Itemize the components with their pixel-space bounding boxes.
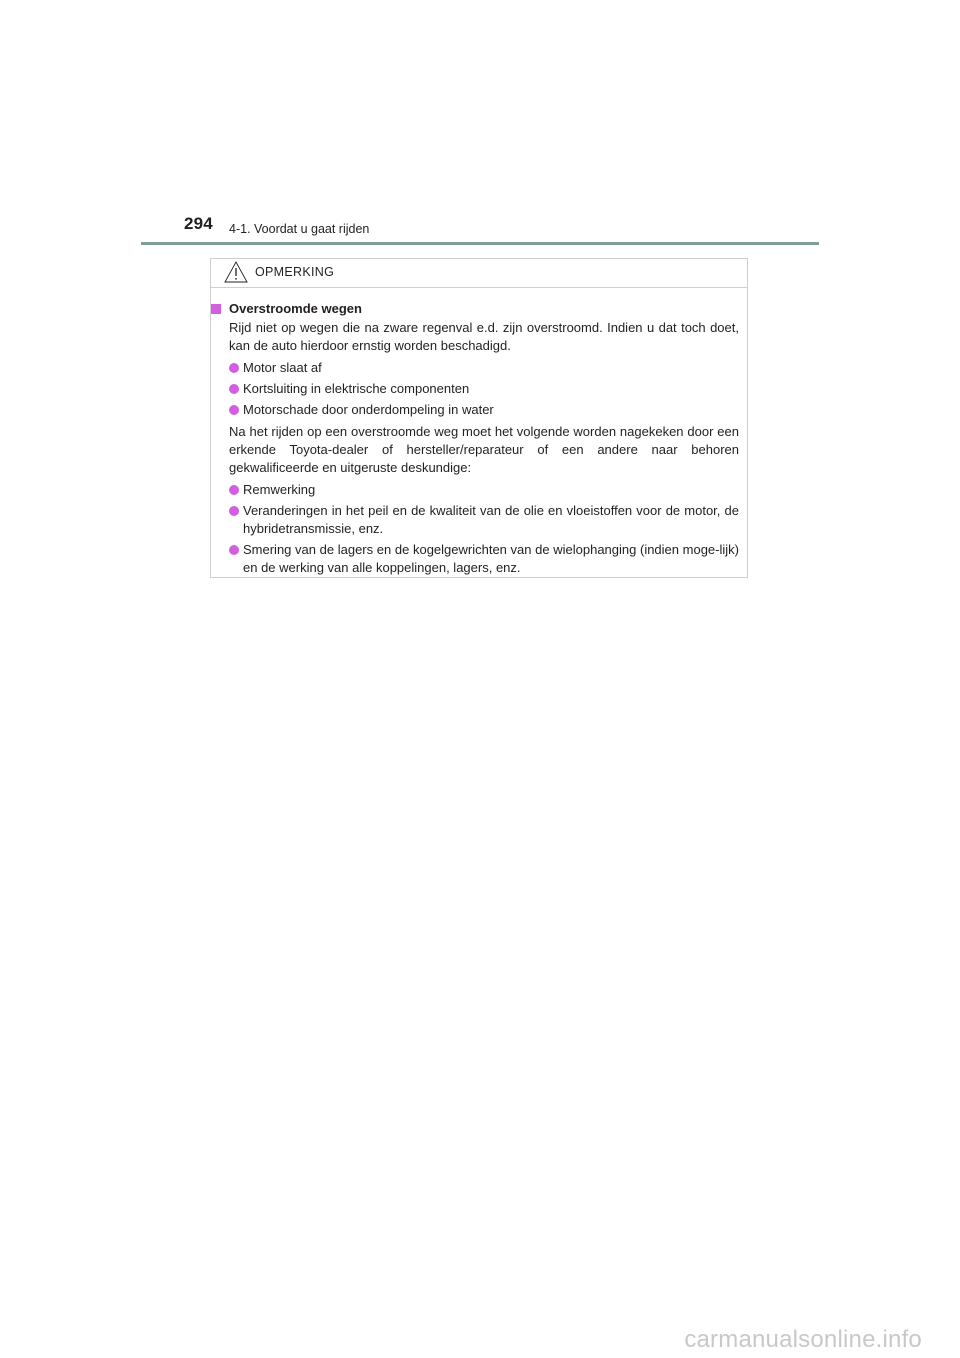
notice-heading-text: Overstroomde wegen xyxy=(229,301,362,316)
notice-box xyxy=(210,258,748,578)
notice-header xyxy=(211,259,747,288)
risk-list xyxy=(229,359,739,419)
section-title: 4-1. Voordat u gaat rijden xyxy=(229,222,370,236)
page-number: 294 xyxy=(184,214,213,233)
list-item xyxy=(229,502,739,538)
list-item-text: Veranderingen in het peil en de kwaliteit van de olie en vloeistoffen voor de motor, de hybridetransmissie, enz. xyxy=(243,503,739,536)
bullet-dot-icon xyxy=(229,545,239,555)
list-item xyxy=(229,380,739,398)
warning-triangle-icon xyxy=(224,261,248,283)
list-item xyxy=(229,359,739,377)
list-item xyxy=(229,541,739,577)
bullet-dot-icon xyxy=(229,506,239,516)
list-item-text: Motorschade door onderdompeling in water xyxy=(243,402,494,417)
notice-body xyxy=(211,288,747,577)
list-item xyxy=(229,401,739,419)
bullet-dot-icon xyxy=(229,363,239,373)
bullet-dot-icon xyxy=(229,485,239,495)
bullet-dot-icon xyxy=(229,384,239,394)
notice-title: OPMERKING xyxy=(255,265,335,279)
square-bullet-icon xyxy=(211,304,221,314)
list-item-text: Smering van de lagers en de kogelgewrichten van de wielophanging (indien moge-lijk) en de werking van alle koppelingen, lagers, enz. xyxy=(243,542,739,575)
notice-after-text: Na het rijden op een overstroomde weg moet het volgende worden nagekeken door een erkende Toyota-dealer of hersteller/reparateur of een andere naar behoren gekwalificeerde en uitgeruste deskundige: xyxy=(229,424,739,475)
list-item-text: Motor slaat af xyxy=(243,360,322,375)
header-rule xyxy=(141,242,819,245)
bullet-dot-icon xyxy=(229,405,239,415)
watermark: carmanualsonline.info xyxy=(684,1326,922,1353)
list-item-text: Remwerking xyxy=(243,482,316,497)
list-item xyxy=(229,481,739,499)
check-list xyxy=(229,481,739,577)
notice-heading xyxy=(229,300,739,318)
notice-intro: Rijd niet op wegen die na zware regenval e.d. zijn overstroomd. Indien u dat toch doet, kan de auto hierdoor ernstig worden beschadigd. xyxy=(229,320,739,353)
list-item-text: Kortsluiting in elektrische componenten xyxy=(243,381,470,396)
